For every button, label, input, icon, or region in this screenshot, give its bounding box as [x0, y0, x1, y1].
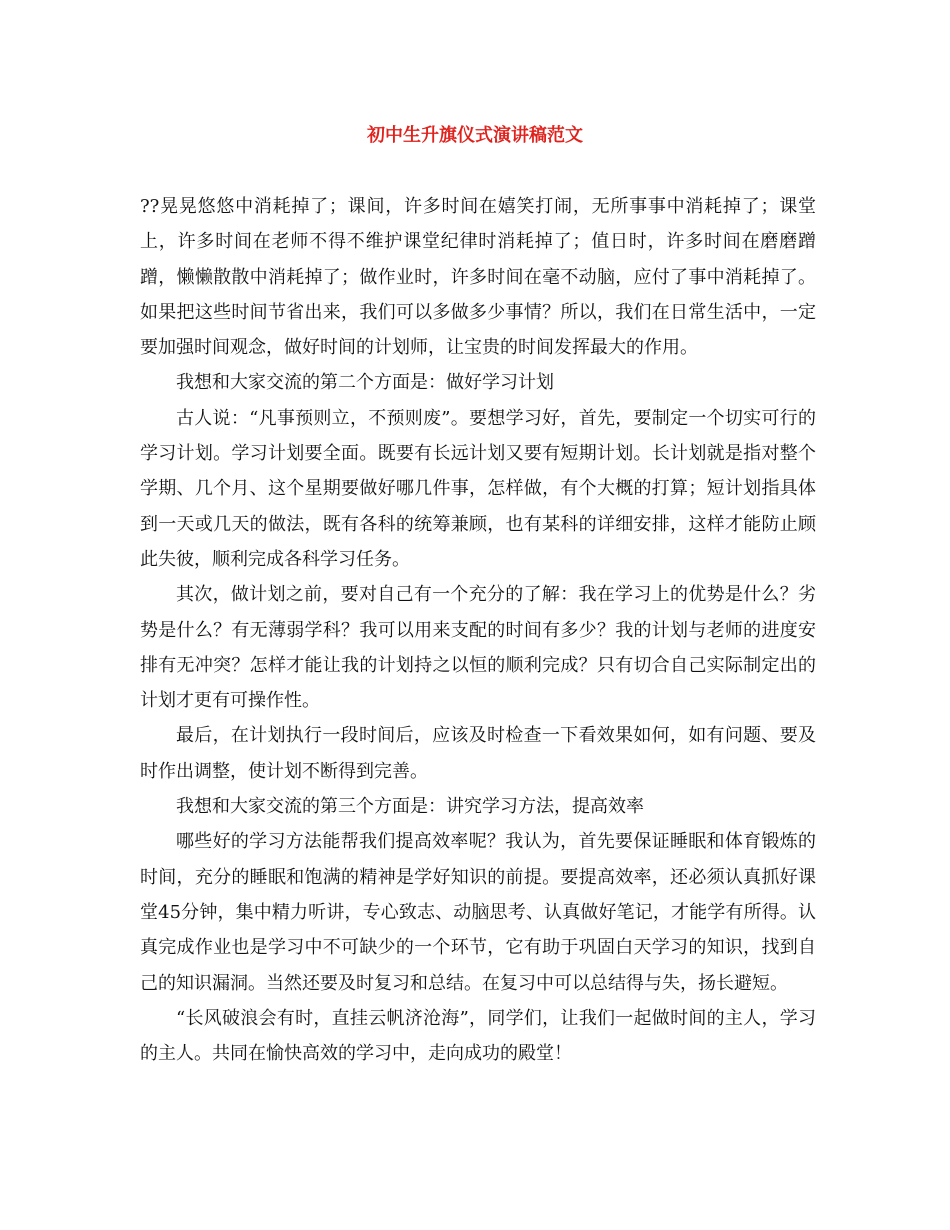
document-body	[140, 189, 816, 1071]
paragraph: 其次，做计划之前，要对自己有一个充分的了解：我在学习上的优势是什么？劣势是什么？有无薄弱学科？我可以用来支配的时间有多少？我的计划与老师的进度安排有无冲突？怎样才能让我的计划持之以恒的顺利完成？只有切合自己实际制定出的计划才更有可操作性。	[140, 584, 816, 712]
paragraph: 最后，在计划执行一段时间后，应该及时检查一下看效果如何，如有问题、要及时作出调整，使计划不断得到完善。	[140, 725, 816, 782]
document-title: 初中生升旗仪式演讲稿范文	[367, 125, 583, 146]
section-heading: 我想和大家交流的第三个方面是：讲究学习方法，提高效率	[176, 796, 644, 818]
closing-paragraph: “长风破浪会有时，直挂云帆济沧海”，同学们，让我们一起做时间的主人，学习的主人。共同在愉快高效的学习中，走向成功的殿堂！	[140, 1007, 816, 1065]
paragraph: 古人说：“凡事预则立，不预则废”。要想学习好，首先，要制定一个切实可行的学习计划。学习计划要全面。既要有长远计划又要有短期计划。长计划就是指对整个学期、几个月、这个星期要做好哪几件事，怎样做，有个大概的打算；短计划指具体到一天或几天的做法，既有各科的统筹兼顾，也有某科的详细安排，这样才能防止顾此失彼，顺利完成各科学习任务。	[140, 407, 816, 570]
paragraph: ??晃晃悠悠中消耗掉了；课间，许多时间在嬉笑打闹，无所事事中消耗掉了；课堂上，许多时间在老师不得不维护课堂纪律时消耗掉了；值日时，许多时间在磨磨蹭蹭，懒懒散散中消耗掉了；做作业时，许多时间在毫不动脑，应付了事中消耗掉了。如果把这些时间节省出来，我们可以多做多少事情？所以，我们在日常生活中，一定要加强时间观念，做好时间的计划师，让宝贵的时间发挥最大的作用。	[140, 196, 816, 359]
section-heading: 我想和大家交流的第二个方面是：做好学习计划	[176, 372, 554, 394]
paragraph: 哪些好的学习方法能帮我们提高效率呢？我认为，首先要保证睡眠和体育锻炼的时间，充分的睡眠和饱满的精神是学好知识的前提。要提高效率，还必须认真抓好课堂45分钟，集中精力听讲，专心致志、动脑思考、认真做好笔记，才能学有所得。认真完成作业也是学习中不可缺少的一个环节，它有助于巩固白天学习的知识，找到自己的知识漏洞。当然还要及时复习和总结。在复习中可以总结得与失，扬长避短。	[140, 831, 816, 994]
